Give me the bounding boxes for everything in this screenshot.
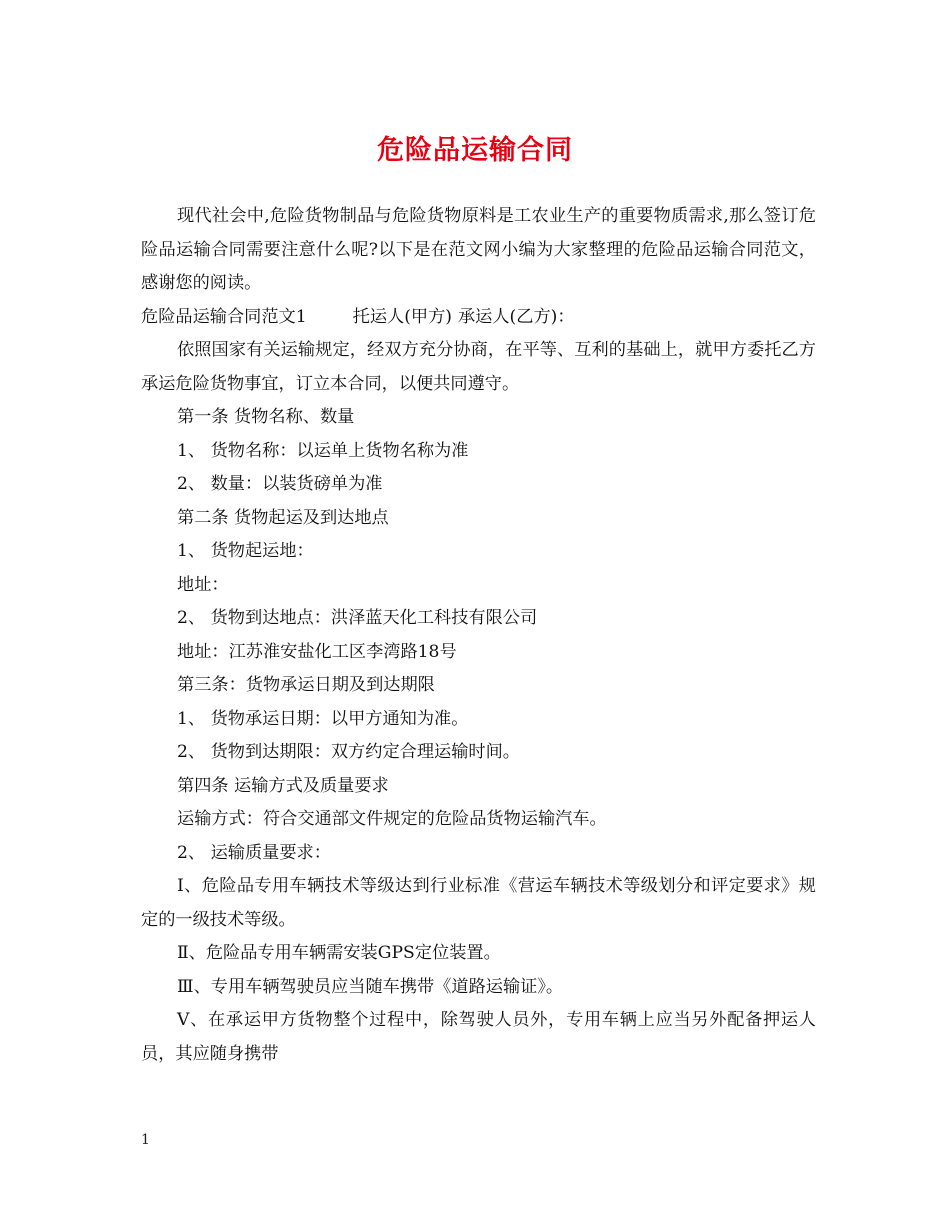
article-1-item-1: 1、 货物名称：以运单上货物名称为准	[177, 440, 469, 461]
article-3-heading: 第三条：货物承运日期及到达期限	[177, 675, 435, 695]
article-4-method: 运输方式：符合交通部文件规定的危险品货物运输汽车。	[177, 809, 607, 829]
article-4-item-2: 2、 运输质量要求：	[177, 842, 331, 863]
requirement-1: Ⅰ、危险品专用车辆技术等级达到行业标准《营运车辆技术等级划分和评定要求》规定的一级技术等级。	[141, 876, 816, 930]
requirement-2: Ⅱ、危险品专用车辆需安装GPS定位装置。	[177, 943, 501, 963]
page-number: 1	[141, 1132, 150, 1148]
sample-heading-line	[141, 301, 816, 335]
parties-b: 承运人(乙方)：	[457, 306, 575, 327]
intro-paragraph: 现代社会中,危险货物制品与危险货物原料是工农业生产的重要物质需求,那么签订危险品运输合同需要注意什么呢?以下是在范文网小编为大家整理的危险品运输合同范文，感谢您的阅读。	[141, 206, 816, 293]
article-1-heading: 第一条 货物名称、数量	[177, 407, 355, 427]
article-2-address-1: 地址：	[177, 574, 229, 595]
document-title: 危险品运输合同	[377, 135, 573, 166]
article-2-heading: 第二条 货物起运及到达地点	[177, 507, 389, 528]
article-2-item-1: 1、 货物起运地：	[177, 541, 314, 561]
article-4-heading: 第四条 运输方式及质量要求	[177, 775, 389, 796]
requirement-5: Ⅴ、在承运甲方货物整个过程中，除驾驶人员外，专用车辆上应当另外配备押运人员，其应随身携带	[141, 1010, 816, 1064]
parties-a: 托运人(甲方)	[352, 306, 452, 327]
article-1-item-2: 2、 数量：以装货磅单为准	[177, 474, 383, 494]
article-3-item-2: 2、 货物到达期限：双方约定合理运输时间。	[177, 742, 520, 762]
preamble-paragraph: 依照国家有关运输规定，经双方充分协商，在平等、互利的基础上，就甲方委托乙方承运危险货物事宜，订立本合同，以便共同遵守。	[141, 340, 816, 394]
article-2-item-2: 2、 货物到达地点：洪泽蓝天化工科技有限公司	[177, 608, 538, 628]
article-2-address-2: 地址：江苏淮安盐化工区李湾路18号	[177, 641, 457, 662]
requirement-3: Ⅲ、专用车辆驾驶员应当随车携带《道路运输证》。	[177, 976, 564, 997]
document-body	[141, 200, 816, 1071]
article-3-item-1: 1、 货物承运日期：以甲方通知为准。	[177, 708, 469, 729]
sample-heading: 危险品运输合同范文1	[141, 306, 307, 327]
